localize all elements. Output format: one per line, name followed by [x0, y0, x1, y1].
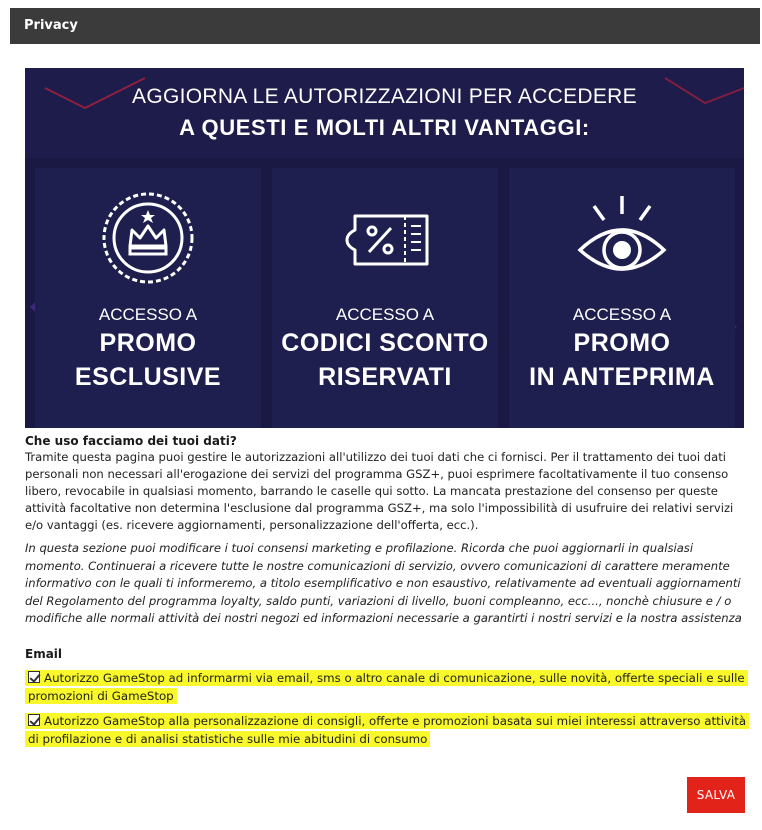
profiling-consent-checkbox[interactable] [28, 714, 40, 726]
crown-medal-icon [98, 188, 198, 288]
benefit-title-line2: IN ANTEPRIMA [529, 363, 715, 391]
benefit-title-line2: ESCLUSIVE [74, 363, 222, 391]
benefit-title-line2: RISERVATI [318, 363, 452, 391]
data-usage-text: Tramite questa pagina puoi gestire le autorizzazioni all'utilizzo dei tuoi dati che ci fornisci. Per il trattamento dei tuoi dati personali non necessari all'erogazione dei servizi del programma GSZ+, puoi esprimere facoltativamente il tuo consenso libero, revocabile in qualsiasi momento, barrando le caselle qui sotto. La mancata prestazione del consenso per queste attività facoltative non determina l'esclusione dal programma GSZ+, ma solo l'impossibilità di usufruire dei relativi servizi e/o vantaggi (es. ricevere aggiornamenti, personalizzazione dell'offerta, ecc.). [25, 450, 734, 532]
benefit-pre-label: ACCESSO A [335, 305, 435, 324]
banner-headline-line1: AGGIORNA LE AUTORIZZAZIONI PER ACCEDERE [132, 85, 637, 108]
data-usage-section [25, 433, 750, 628]
email-section-title: Email [25, 647, 63, 661]
banner-headline-line2: A QUESTI E MOLTI ALTRI VANTAGGI: [179, 115, 590, 140]
marketing-consent-checkbox[interactable] [28, 671, 40, 683]
consent-note: In questa sezione puoi modificare i tuoi consensi marketing e profilazione. Ricorda che puoi aggiornarli in qualsiasi momento. Continuerai a ricevere tutte le nostre comunicazioni di servizio, ovvero comunicazioni di carattere meramente informativo con le quali ti informeremo, a titolo esemplificativo e non esaustivo, relativamente ad eventuali aggiornamenti del Regolamento del programma loyalty, saldo punti, variazioni di livello, buoni compleanno, ecc..., nonchè chiusure e / o modifiche alle normali attività dei nostri negozi ed informazioni necessarie a garantirti i nostri servizi e la nostra assistenza [25, 541, 742, 625]
marketing-consent-label: Autorizzo GameStop ad informarmi via email, sms o altro canale di comunicazione, sulle novità, offerte speciali e sulle promozioni di GameStop [28, 671, 745, 703]
consent-highlight [25, 713, 749, 747]
benefit-pre-label: ACCESSO A [572, 305, 672, 324]
page-title: Privacy [24, 18, 78, 33]
benefits-banner [25, 68, 744, 428]
email-consents-section [25, 646, 750, 748]
eye-icon [572, 188, 672, 288]
consent-highlight [25, 670, 748, 704]
benefit-panel-codici-sconto [272, 168, 498, 428]
consent-option-profiling[interactable] [25, 713, 750, 748]
profiling-consent-label: Autorizzo GameStop alla personalizzazione di consigli, offerte e promozioni basata sui miei interessi attraverso attività di profilazione e di analisi statistiche sulle mie abitudini di consumo [28, 714, 747, 746]
benefit-panel-promo-esclusive [35, 168, 261, 428]
benefit-panel-promo-anteprima [509, 168, 735, 428]
benefit-pre-label: ACCESSO A [98, 305, 198, 324]
privacy-header [10, 8, 760, 44]
data-usage-title: Che uso facciamo dei tuoi dati? [25, 434, 237, 448]
consent-option-marketing[interactable] [25, 670, 750, 705]
benefit-title-line1: PROMO [573, 329, 671, 357]
discount-ticket-icon [335, 188, 435, 288]
save-button[interactable]: SALVA [687, 777, 745, 813]
benefit-title-line1: CODICI SCONTO [281, 329, 489, 357]
benefit-title-line1: PROMO [99, 329, 197, 357]
